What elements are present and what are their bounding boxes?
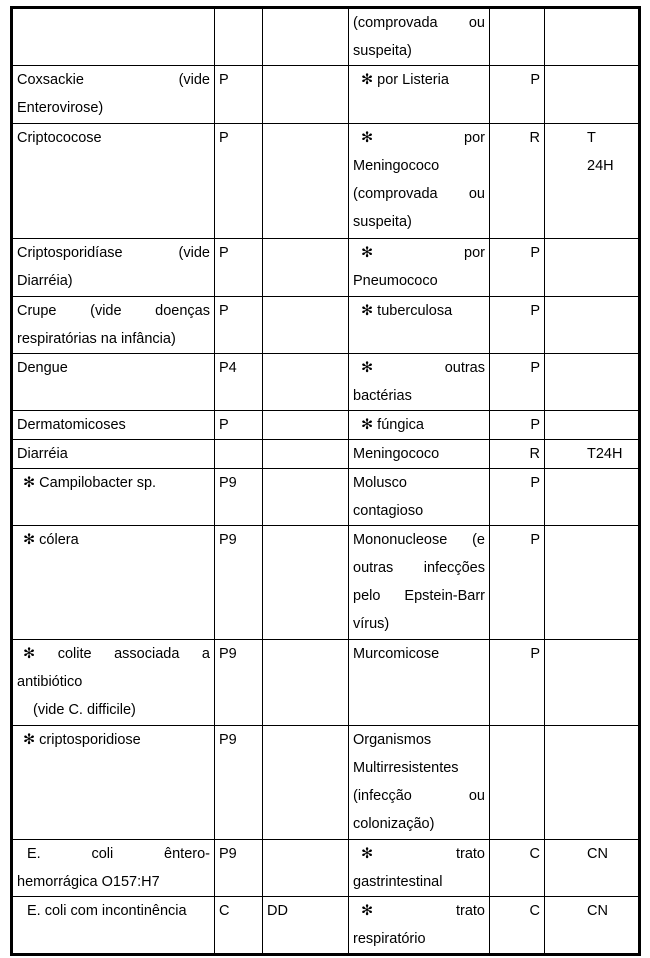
precaution-type-cell-right: P <box>490 354 545 411</box>
cell-line: respiratórias na infância) <box>17 331 176 347</box>
disease-cell <box>12 411 215 440</box>
disease-cell <box>12 66 215 124</box>
cell-line: ✻ por Listeria <box>361 72 449 88</box>
precaution-type-cell-right: C <box>490 840 545 897</box>
duration-cell <box>263 239 349 297</box>
table-row <box>12 354 640 411</box>
cell-line: hemorrágica O157:H7 <box>17 874 160 890</box>
duration-cell-right: T24H <box>545 440 640 469</box>
duration-cell <box>263 411 349 440</box>
cell-line: Multirresistentes <box>353 760 459 776</box>
disease-cell <box>12 354 215 411</box>
precaution-type-cell: P9 <box>215 840 263 897</box>
precaution-type-cell: P <box>215 124 263 239</box>
disease-cell <box>12 124 215 239</box>
precaution-type-cell-right: P <box>490 526 545 640</box>
duration-cell-right <box>545 239 640 297</box>
duration-cell: DD <box>263 897 349 955</box>
table-row <box>12 726 640 840</box>
cell-line: E. coli com incontinência <box>27 903 187 919</box>
precaution-type-cell <box>215 8 263 66</box>
disease-cell-right <box>349 440 490 469</box>
precaution-type-cell-right: C <box>490 897 545 955</box>
disease-cell <box>12 239 215 297</box>
cell-line: ✻ outras <box>361 360 485 376</box>
duration-cell-right <box>545 726 640 840</box>
cell-line: suspeita) <box>353 43 412 59</box>
disease-cell-right <box>349 8 490 66</box>
cell-line: ✻ colite associada a <box>23 646 210 662</box>
duration-cell <box>263 469 349 526</box>
duration-cell <box>263 840 349 897</box>
cell-line: ✻ por <box>361 130 485 146</box>
precaution-type-cell: P9 <box>215 526 263 640</box>
duration-cell <box>263 297 349 354</box>
duration-cell-right: CN <box>545 840 640 897</box>
duration-cell-right <box>545 469 640 526</box>
cell-line: ✻ criptosporidiose <box>23 732 141 748</box>
cell-line: (vide C. difficile) <box>33 702 136 718</box>
disease-cell-right <box>349 726 490 840</box>
precaution-type-cell-right <box>490 726 545 840</box>
cell-line: suspeita) <box>353 214 412 230</box>
precaution-type-cell: C <box>215 897 263 955</box>
disease-cell <box>12 640 215 726</box>
cell-line: contagioso <box>353 503 424 519</box>
table-row <box>12 8 640 66</box>
disease-cell-right <box>349 66 490 124</box>
disease-cell <box>12 297 215 354</box>
disease-cell-right <box>349 411 490 440</box>
duration-cell-right <box>545 8 640 66</box>
duration-cell <box>263 8 349 66</box>
cell-line: Crupe (vide doenças <box>17 303 210 319</box>
disease-cell <box>12 469 215 526</box>
precaution-type-cell: P9 <box>215 726 263 840</box>
cell-line: Pneumococo <box>353 273 438 289</box>
cell-line: Dengue <box>17 360 68 376</box>
table-row <box>12 897 640 955</box>
cell-line: Coxsackie (vide <box>17 72 210 88</box>
cell-line: (comprovada ou <box>353 186 485 202</box>
table-row <box>12 66 640 124</box>
duration-cell <box>263 66 349 124</box>
precaution-type-cell: P <box>215 297 263 354</box>
cell-line: bactérias <box>353 388 412 404</box>
precaution-type-cell-right: P <box>490 297 545 354</box>
disease-cell-right <box>349 297 490 354</box>
disease-cell-right <box>349 354 490 411</box>
table-row <box>12 124 640 239</box>
cell-line: Dermatomicoses <box>17 417 126 433</box>
precaution-type-cell-right: P <box>490 469 545 526</box>
cell-line: Criptococose <box>17 130 102 146</box>
cell-line: E. coli êntero- <box>27 846 210 862</box>
cell-line: Meningococo <box>353 158 440 174</box>
cell-line: Mononucleose (e <box>353 532 485 548</box>
cell-line: Enterovirose) <box>17 100 104 116</box>
table-row <box>12 840 640 897</box>
cell-line: gastrintestinal <box>353 874 443 890</box>
cell-line: Diarréia) <box>17 273 73 289</box>
isolation-precautions-table <box>10 6 641 956</box>
disease-cell <box>12 440 215 469</box>
table-row <box>12 411 640 440</box>
precaution-type-cell-right: R <box>490 124 545 239</box>
disease-cell-right <box>349 526 490 640</box>
precaution-type-cell: P <box>215 411 263 440</box>
cell-line: Organismos <box>353 732 432 748</box>
precaution-type-cell-right: R <box>490 440 545 469</box>
duration-cell-right: T 24H <box>545 124 640 239</box>
duration-cell <box>263 124 349 239</box>
cell-line: Molusco <box>353 475 407 491</box>
precaution-type-cell-right: P <box>490 411 545 440</box>
cell-line: (comprovada ou <box>353 15 485 31</box>
cell-line: (infecção ou <box>353 788 485 804</box>
duration-cell <box>263 526 349 640</box>
duration-cell <box>263 354 349 411</box>
table-row <box>12 526 640 640</box>
disease-cell-right <box>349 239 490 297</box>
disease-cell-right <box>349 469 490 526</box>
precaution-type-cell-right: P <box>490 66 545 124</box>
cell-line: antibiótico <box>17 674 83 690</box>
duration-cell-right <box>545 526 640 640</box>
duration-cell-right <box>545 411 640 440</box>
precaution-type-cell: P <box>215 66 263 124</box>
disease-cell <box>12 526 215 640</box>
table-row <box>12 469 640 526</box>
duration-cell-right <box>545 297 640 354</box>
cell-line: Diarréia <box>17 446 68 462</box>
disease-cell-right <box>349 840 490 897</box>
cell-line: ✻ tuberculosa <box>361 303 453 319</box>
disease-cell-right <box>349 124 490 239</box>
precaution-type-cell: P9 <box>215 640 263 726</box>
cell-line: Criptosporidíase (vide <box>17 245 210 261</box>
disease-cell <box>12 897 215 955</box>
disease-cell <box>12 726 215 840</box>
table-row <box>12 640 640 726</box>
cell-line: ✻ por <box>361 245 485 261</box>
duration-cell-right <box>545 354 640 411</box>
cell-line: respiratório <box>353 931 426 947</box>
cell-line: pelo Epstein-Barr <box>353 588 485 604</box>
precaution-type-cell-right: P <box>490 239 545 297</box>
disease-cell <box>12 8 215 66</box>
table-row <box>12 297 640 354</box>
duration-cell-right <box>545 640 640 726</box>
precaution-type-cell: P <box>215 239 263 297</box>
cell-line: ✻ fúngica <box>361 417 424 433</box>
disease-cell-right <box>349 897 490 955</box>
table-row <box>12 239 640 297</box>
precaution-type-cell: P9 <box>215 469 263 526</box>
disease-cell <box>12 840 215 897</box>
cell-line: ✻ Campilobacter sp. <box>23 475 157 491</box>
duration-cell-right: CN <box>545 897 640 955</box>
cell-line: ✻ trato <box>361 903 485 919</box>
precaution-type-cell <box>215 440 263 469</box>
cell-line: vírus) <box>353 616 390 632</box>
cell-line: ✻ trato <box>361 846 485 862</box>
cell-line: colonização) <box>353 816 435 832</box>
precaution-type-cell-right: P <box>490 640 545 726</box>
cell-line: outras infecções <box>353 560 485 576</box>
duration-cell-right <box>545 66 640 124</box>
cell-line: Meningococo <box>353 446 440 462</box>
duration-cell <box>263 440 349 469</box>
duration-cell <box>263 640 349 726</box>
cell-line: Murcomicose <box>353 646 440 662</box>
precaution-type-cell-right <box>490 8 545 66</box>
disease-cell-right <box>349 640 490 726</box>
cell-line: ✻ cólera <box>23 532 79 548</box>
precaution-type-cell: P4 <box>215 354 263 411</box>
table-row <box>12 440 640 469</box>
duration-cell <box>263 726 349 840</box>
